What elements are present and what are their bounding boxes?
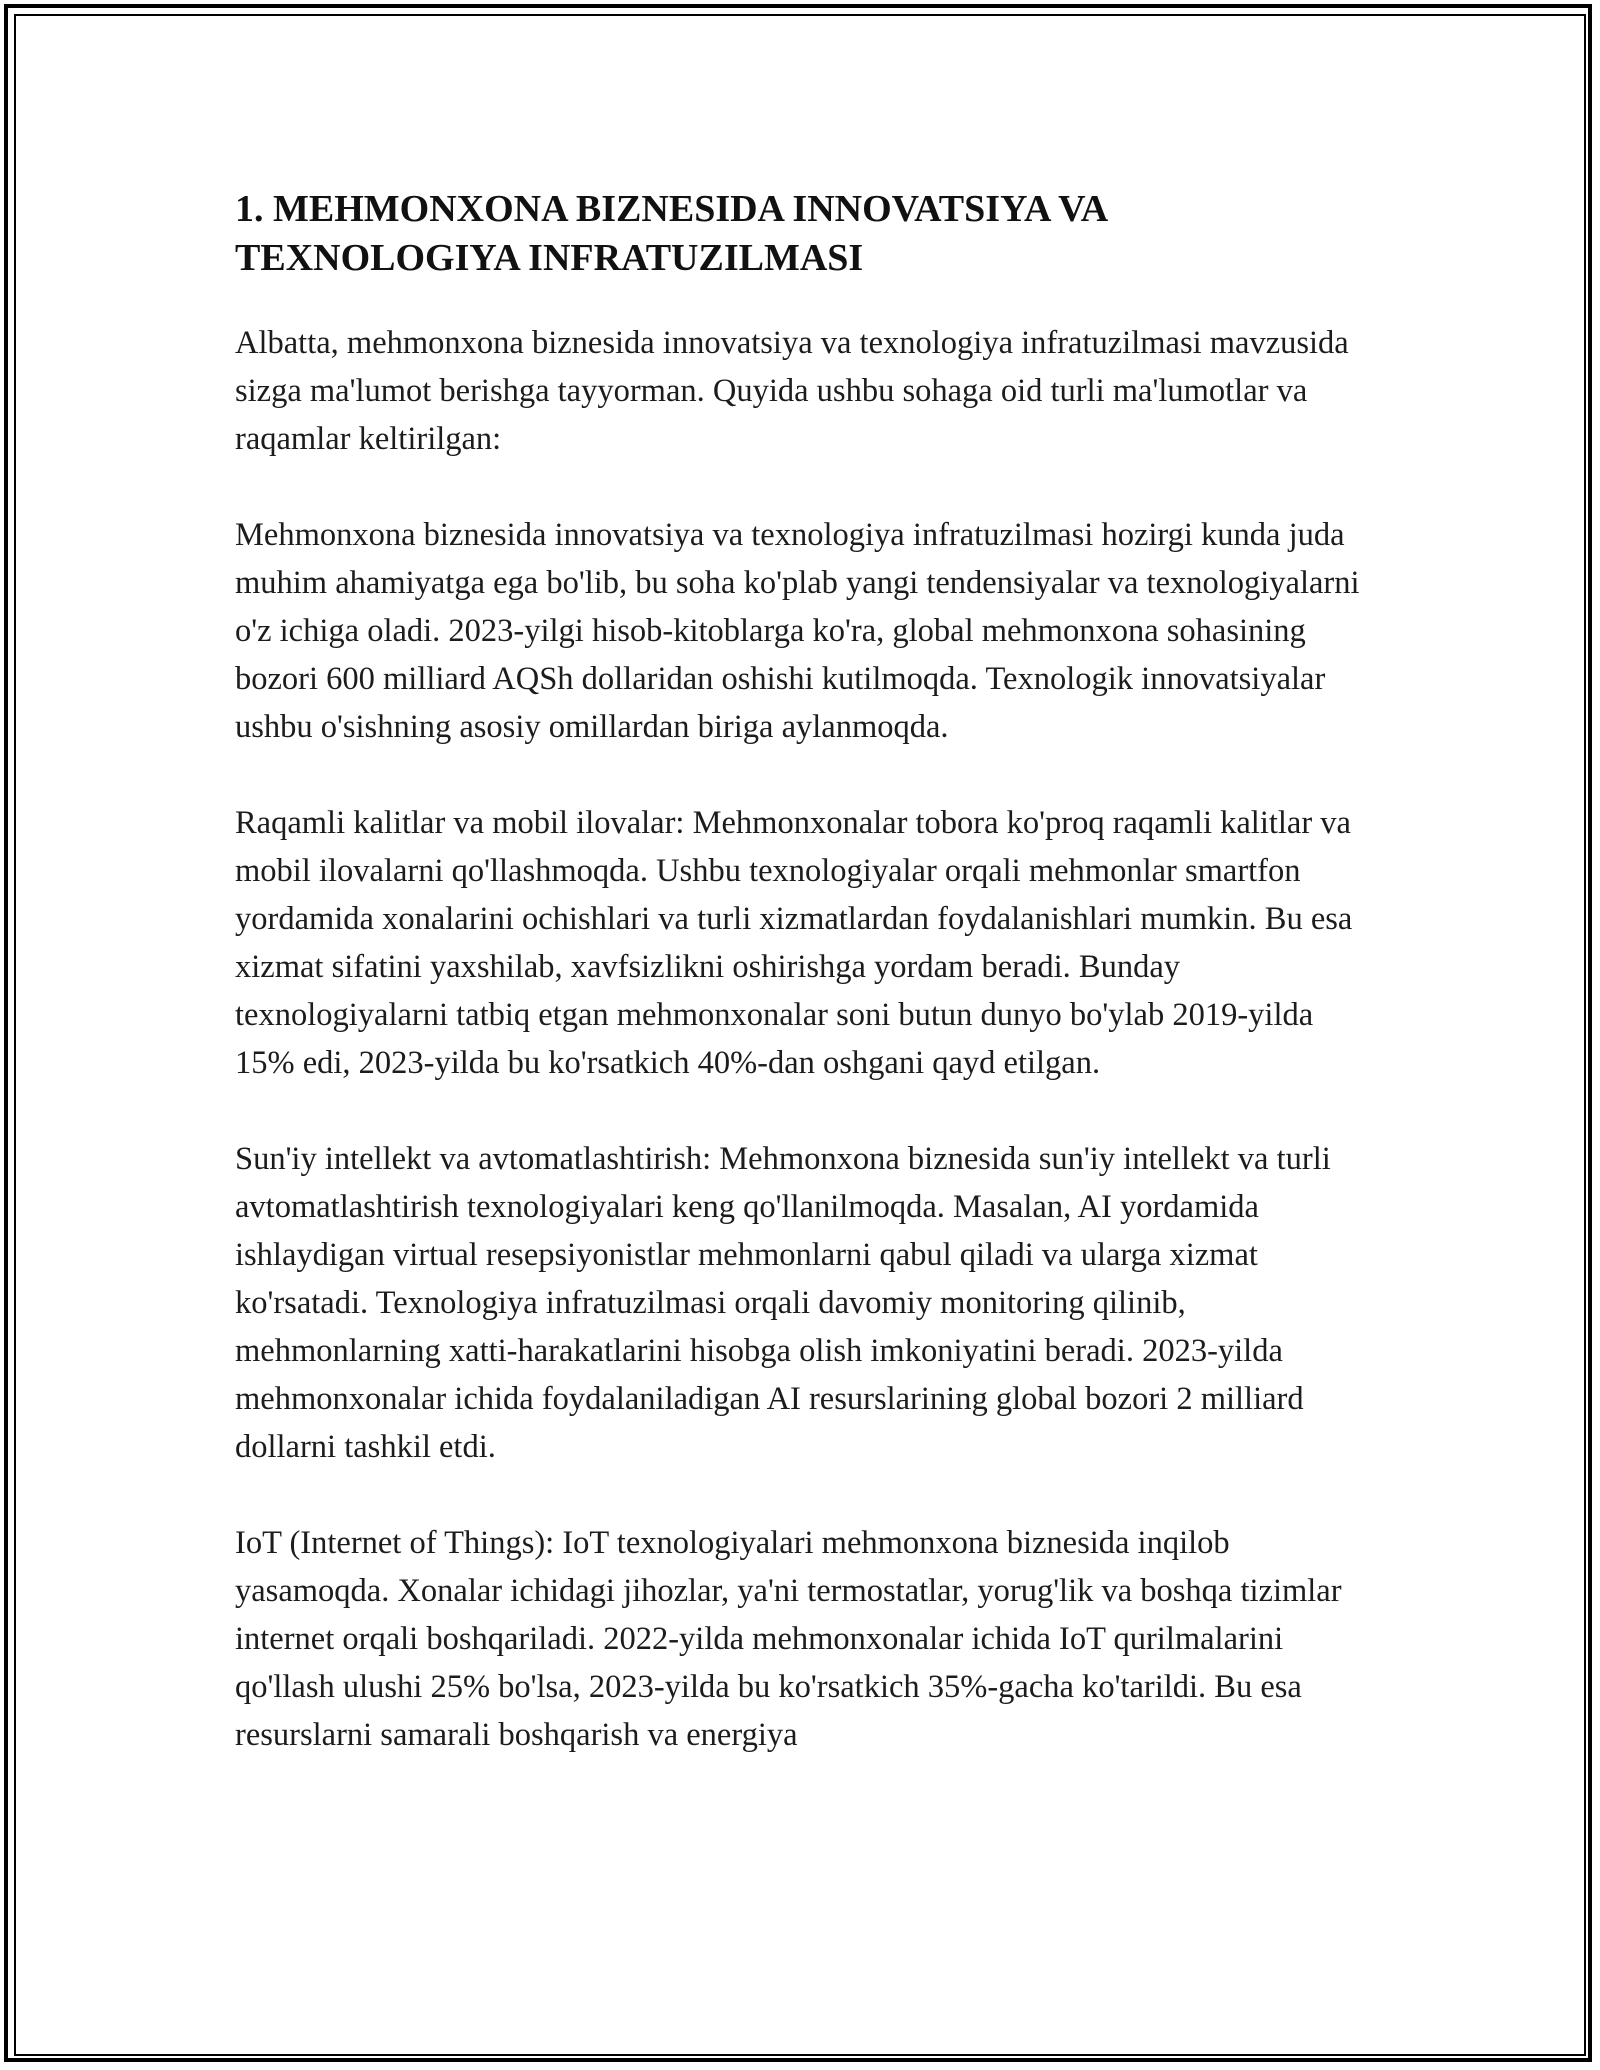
document-body xyxy=(235,185,1380,1807)
paragraph-overview: Mehmonxona biznesida innovatsiya va texnologiya infratuzilmasi hozirgi kunda juda muhim ahamiyatga ega bo'lib, bu soha ko'plab yangi tendensiyalar va texnologiyalarni o'z ichiga oladi. 2023-yilgi hisob-kitoblarga ko'ra, global mehmonxona sohasining bozori 600 milliard AQSh dollaridan oshishi kutilmoqda. Texnologik innovatsiyalar ushbu o'sishning asosiy omillardan biriga aylanmoqda. xyxy=(235,517,1360,745)
paragraph-digital-keys: Raqamli kalitlar va mobil ilovalar: Mehmonxonalar tobora ko'proq raqamli kalitlar va mobil ilovalarni qo'llashmoqda. Ushbu texnologiyalar orqali mehmonlar smartfon yordamida xonalarini ochishlari va turli xizmatlardan foydalanishlari mumkin. Bu esa xizmat sifatini yaxshilab, xavfsizlikni oshirishga yordam beradi. Bunday texnologiyalarni tatbiq etgan mehmonxonalar soni butun dunyo bo'ylab 2019-yilda 15% edi, 2023-yilda bu ko'rsatkich 40%-dan oshgani qayd etilgan. xyxy=(235,805,1353,1081)
document-title: 1. MEHMONXONA BIZNESIDA INNOVATSIYA VA TEXNOLOGIYA INFRATUZILMASI xyxy=(235,188,1107,279)
paragraph-intro: Albatta, mehmonxona biznesida innovatsiya va texnologiya infratuzilmasi mavzusida sizga ma'lumot berishga tayyorman. Quyida ushbu sohaga oid turli ma'lumotlar va raqamlar keltirilgan: xyxy=(235,325,1349,457)
paragraph-iot: IoT (Internet of Things): IoT texnologiyalari mehmonxona biznesida inqilob yasamoqda. Xonalar ichidagi jihozlar, ya'ni termostatlar, yorug'lik va boshqa tizimlar internet orqali boshqariladi. 2022-yilda mehmonxonalar ichida IoT qurilmalarini qo'llash ulushi 25% bo'lsa, 2023-yilda bu ko'rsatkich 35%-gacha ko'tarildi. Bu esa resurslarni samarali boshqarish va energiya xyxy=(235,1525,1342,1753)
paragraph-ai-automation: Sun'iy intellekt va avtomatlashtirish: Mehmonxona biznesida sun'iy intellekt va turli avtomatlashtirish texnologiyalari keng qo'llanilmoqda. Masalan, AI yordamida ishlaydigan virtual resepsiyonistlar mehmonlarni qabul qiladi va ularga xizmat ko'rsatadi. Texnologiya infratuzilmasi orqali davomiy monitoring qilinib, mehmonlarning xatti-harakatlarini hisobga olish imkoniyatini beradi. 2023-yilda mehmonxonalar ichida foydalaniladigan AI resurslarining global bozori 2 milliard dollarni tashkil etdi. xyxy=(235,1141,1331,1465)
